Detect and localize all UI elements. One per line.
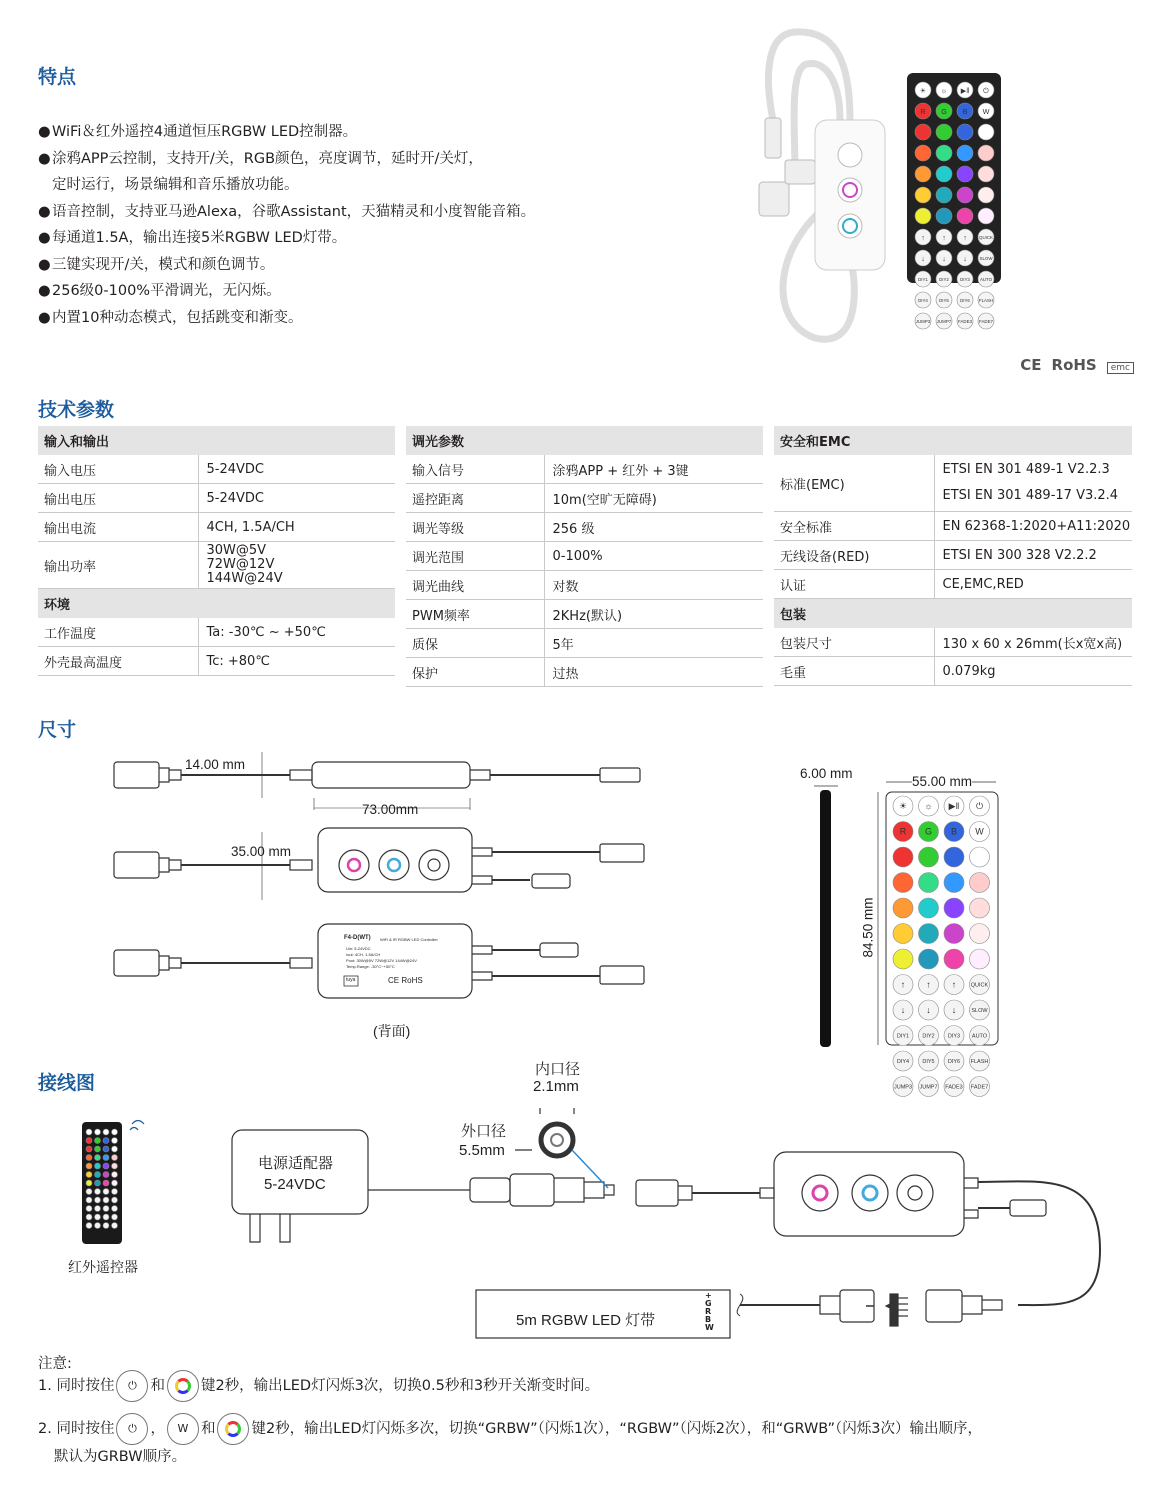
remote-key-label: G — [924, 826, 933, 837]
remote-key — [103, 1155, 109, 1161]
remote-key-label: W — [982, 107, 990, 116]
remote-key-label: DIY1 — [918, 277, 928, 282]
label-spec-lines: Uin: 5-24VDC Iout: 4CH, 1.5A/CH Pout: 30W@5V 72W@12V 144W@24V Temp.Range: -30°C~+50°C — [346, 946, 417, 969]
note-2-cont: 默认为GRBW顺序。 — [54, 1449, 187, 1465]
remote-key-label: ↓ — [942, 254, 946, 263]
remote-key — [957, 166, 973, 182]
remote-key — [103, 1206, 109, 1212]
remote-key — [915, 208, 931, 224]
remote-key — [970, 873, 990, 893]
remote-key — [936, 145, 952, 161]
table-row: 毛重 0.079kg — [774, 657, 1132, 686]
remote-key — [103, 1214, 109, 1220]
remote-key — [95, 1214, 101, 1220]
remote-key-label: ↑ — [951, 979, 957, 990]
remote-key-label: ↓ — [951, 1005, 957, 1015]
remote-key — [893, 873, 913, 893]
table-row: 标准(EMC) ETSI EN 301 489-1 V2.2.3 ETSI EN 301 489-17 V3.2.4 — [774, 455, 1132, 512]
strip-pins: + G R B W — [705, 1291, 714, 1332]
remote-key-label: DIY4 — [918, 298, 928, 303]
remote-key-label: ⏻ — [983, 86, 989, 95]
remote-key-label: FADE7 — [970, 1084, 989, 1091]
remote-key — [944, 847, 964, 867]
dimensions-heading: 尺寸 — [38, 719, 77, 741]
remote-key — [915, 187, 931, 203]
remote-key — [893, 847, 913, 867]
remote-dimension-drawing — [800, 770, 1010, 1091]
mode-button-icon: W — [167, 1413, 199, 1445]
list-item: 定时运行，场景编辑和音乐播放功能。 — [52, 177, 299, 193]
adapter-label: 电源适配器 — [258, 1155, 334, 1172]
remote-key — [86, 1223, 92, 1229]
remote-key — [919, 924, 939, 944]
remote-key-label: QUICK — [970, 982, 989, 989]
spec-table-safety: 安全和EMC 标准(EMC) ETSI EN 301 489-1 V2.2.3 ETSI EN 301 489-17 V3.2.4 安全标准 EN 62368-1:2020+A11:2020 无线设备(RED) ETSI EN 300 328 V2.2.2 认证 CE,EMC,RED 包装 包装尺寸 130 x 60 x 26mm(长x宽x高) 毛重 0.079kg — [774, 426, 1132, 686]
remote-key — [103, 1172, 109, 1178]
remote-key — [86, 1129, 92, 1135]
list-item: ●语音控制，支持亚马逊Alexa，谷歌Assistant，天猫精灵和小度智能音箱。 — [38, 203, 536, 220]
remote-key — [112, 1180, 118, 1186]
remote-key — [919, 873, 939, 893]
remote-key — [95, 1180, 101, 1186]
dim-6mm: 6.00 mm — [800, 766, 853, 781]
remote-key — [95, 1146, 101, 1152]
remote-key — [970, 924, 990, 944]
feature-list — [38, 119, 535, 331]
dim-55mm: 55.00 mm — [912, 774, 973, 789]
inner-diameter-value: 2.1mm — [533, 1078, 579, 1095]
list-item: ●内置10种动态模式，包括跳变和渐变。 — [38, 309, 303, 326]
table-row: 调光曲线 对数 — [406, 571, 763, 600]
wiring-heading: 接线图 — [38, 1072, 96, 1094]
remote-key — [112, 1172, 118, 1178]
remote-key — [95, 1155, 101, 1161]
remote-key — [919, 898, 939, 918]
remote-key — [112, 1155, 118, 1161]
remote-key — [112, 1223, 118, 1229]
remote-key — [86, 1146, 92, 1152]
spec-table-io: 输入和输出 输入电压 5-24VDC 输出电压 5-24VDC 输出电流 4CH, 1.5A/CH 输出功率 30W@5V 72W@12V 144W@24V 环境 工作温度 Ta: -30℃ ~ +50℃ 外壳最高温度 Tc: +80℃ — [38, 426, 395, 676]
table-row: 安全标准 EN 62368-1:2020+A11:2020 — [774, 512, 1132, 541]
table-row: 遥控距离 10m(空旷无障碍) — [406, 484, 763, 513]
table-row: PWM频率 2KHz(默认) — [406, 600, 763, 629]
label-brand: tuya — [346, 977, 356, 983]
remote-key — [86, 1155, 92, 1161]
remote-key-label: QUICK — [979, 235, 993, 240]
remote-key — [86, 1172, 92, 1178]
remote-key — [936, 187, 952, 203]
remote-key-label: ↑ — [942, 233, 946, 242]
notes-title: 注意: — [38, 1356, 72, 1372]
remote-key-label: ↑ — [921, 233, 925, 242]
table-row: 调光范围 0-100% — [406, 542, 763, 571]
product-photo — [755, 20, 1015, 345]
remote-key — [103, 1146, 109, 1152]
remote-key — [112, 1214, 118, 1220]
remote-key-label: ↑ — [900, 979, 906, 990]
list-item: ●256级0-100%平滑调光，无闪烁。 — [38, 283, 281, 299]
outer-diameter-value: 5.5mm — [459, 1142, 505, 1159]
remote-key-label: ↑ — [963, 233, 967, 242]
remote-key — [103, 1138, 109, 1144]
table-row: 工作温度 Ta: -30℃ ~ +50℃ — [38, 618, 395, 647]
remote-key — [970, 898, 990, 918]
remote-key — [978, 124, 994, 140]
spec-table-dimming: 调光参数 输入信号 涂鸦APP + 红外 + 3键 遥控距离 10m(空旷无障碍) 调光等级 256 级 调光范围 0-100% 调光曲线 对数 PWM频率 2KHz(默认) 质保 5年 保护 过热 — [406, 426, 763, 687]
remote-key — [112, 1189, 118, 1195]
controller-dimension-drawing — [100, 740, 670, 1030]
remote-key — [893, 924, 913, 944]
remote-key — [95, 1163, 101, 1169]
color-button-icon — [167, 1370, 199, 1402]
remote-key — [978, 208, 994, 224]
remote-key — [112, 1129, 118, 1135]
remote-key — [978, 166, 994, 182]
table-row: 认证 CE,EMC,RED — [774, 570, 1132, 599]
remote-label: 红外遥控器 — [68, 1259, 138, 1275]
remote-key — [893, 949, 913, 969]
remote-key — [112, 1197, 118, 1203]
remote-key-label: G — [941, 107, 947, 116]
table-row: 输出功率 30W@5V 72W@12V 144W@24V — [38, 542, 395, 589]
remote-key-label: JUMP3 — [915, 319, 931, 324]
remote-key — [919, 847, 939, 867]
note-1: 1. 同时按住 ⏻ 和 键2秒，输出LED灯闪烁3次，切换0.5秒和3秒开关渐变时间。 — [38, 1370, 599, 1402]
remote-key-label: DIY6 — [947, 1059, 961, 1065]
remote-key — [970, 949, 990, 969]
remote-key — [95, 1223, 101, 1229]
remote-key — [86, 1138, 92, 1144]
dim-73mm: 73.00mm — [362, 802, 419, 817]
remote-key — [86, 1163, 92, 1169]
remote-key — [915, 124, 931, 140]
remote-key-label: ☀ — [919, 86, 927, 95]
cert-marks — [1010, 356, 1134, 374]
remote-key — [103, 1197, 109, 1203]
label-title: WiFi & IR RGBW LED Controller — [380, 937, 438, 942]
remote-key — [95, 1138, 101, 1144]
remote-key-label: ↓ — [926, 1005, 931, 1015]
remote-key — [103, 1180, 109, 1186]
table-row: 输入电压 5-24VDC — [38, 455, 395, 484]
remote-key-label: JUMP7 — [936, 319, 952, 324]
remote-key — [915, 145, 931, 161]
note-2: 2. 同时按住 ⏻ ， W 和 键2秒，输出LED灯闪烁多次，切换“GRBW”（闪烁1次），“RGBW”（闪烁2次），和“GRWB”（闪烁3次）输出顺序， — [38, 1413, 982, 1445]
remote-key — [95, 1206, 101, 1212]
remote-key — [95, 1172, 101, 1178]
remote-key — [944, 924, 964, 944]
remote-key — [944, 898, 964, 918]
remote-key — [112, 1206, 118, 1212]
remote-key — [103, 1223, 109, 1229]
remote-key-label: ☼ — [924, 801, 933, 811]
remote-key-label: DIY3 — [960, 277, 970, 282]
remote-key — [936, 166, 952, 182]
remote-key-label: ↓ — [900, 1005, 906, 1015]
remote-key-label: W — [975, 826, 984, 837]
remote-key — [957, 187, 973, 203]
remote-key — [86, 1214, 92, 1220]
remote-key-label: DIY5 — [939, 298, 949, 303]
remote-key-label: DIY5 — [922, 1059, 935, 1065]
remote-key — [86, 1180, 92, 1186]
remote-key — [957, 208, 973, 224]
remote-key — [978, 187, 994, 203]
list-item: ●每通道1.5A，输出连接5米RGBW LED灯带。 — [38, 230, 347, 246]
remote-key-label: FADE3 — [958, 319, 972, 324]
dim-84-5mm: 84.50 mm — [860, 897, 876, 958]
remote-key-label: ☀ — [898, 801, 908, 811]
remote-key-label: DIY6 — [960, 298, 970, 303]
remote-key-label: AUTO — [971, 1033, 988, 1040]
remote-key — [103, 1163, 109, 1169]
remote-key-label: DIY1 — [896, 1033, 910, 1040]
remote-key — [978, 145, 994, 161]
remote-key-label: SLOW — [979, 256, 993, 261]
remote-key-label: B — [950, 826, 958, 837]
remote-key-label: DIY2 — [922, 1033, 935, 1040]
remote-key-label: SLOW — [971, 1008, 988, 1014]
remote-key — [944, 949, 964, 969]
remote-key — [112, 1163, 118, 1169]
strip-label: 5m RGBW LED 灯带 — [516, 1312, 656, 1329]
remote-key-label: ⏻ — [975, 801, 984, 811]
remote-key — [919, 949, 939, 969]
remote-key — [112, 1138, 118, 1144]
remote-key-label: ↓ — [963, 254, 967, 263]
remote-key-label: FADE3 — [945, 1084, 963, 1091]
remote-key-label: AUTO — [979, 277, 993, 282]
list-item: ●WiFi＆红外遥控4通道恒压RGBW LED控制器。 — [38, 124, 358, 140]
remote-key — [95, 1197, 101, 1203]
label-cert: CE RoHS — [388, 976, 423, 985]
table-row: 调光等级 256 级 — [406, 513, 763, 542]
color-button-icon — [217, 1413, 249, 1445]
remote-key-label: ☼ — [940, 86, 948, 95]
power-button-icon: ⏻ — [116, 1413, 148, 1445]
remote-key — [103, 1189, 109, 1195]
table-row: 输入信号 涂鸦APP + 红外 + 3键 — [406, 455, 763, 484]
remote-key — [86, 1197, 92, 1203]
table-row: 外壳最高温度 Tc: +80℃ — [38, 647, 395, 676]
features-heading: 特点 — [38, 66, 77, 88]
remote-key — [112, 1146, 118, 1152]
remote-key-label: FADE7 — [979, 319, 993, 324]
remote-key-label: ▶‖ — [960, 86, 970, 95]
remote-key-label: ↓ — [921, 254, 925, 263]
remote-key-label: R — [899, 826, 907, 837]
remote-key — [915, 166, 931, 182]
remote-key-label: B — [962, 107, 968, 116]
adapter-voltage: 5-24VDC — [264, 1176, 326, 1193]
remote-key-label: JUMP3 — [893, 1084, 913, 1091]
remote-key — [103, 1129, 109, 1135]
ce-mark: CE — [1020, 356, 1042, 374]
remote-key — [95, 1129, 101, 1135]
table-row: 输出电压 5-24VDC — [38, 484, 395, 513]
back-view-caption: (背面) — [373, 1023, 411, 1039]
remote-key — [95, 1189, 101, 1195]
remote-key-label: ↑ — [926, 979, 931, 990]
remote-key — [86, 1189, 92, 1195]
remote-key-label: FLASH — [978, 298, 994, 303]
remote-key — [936, 208, 952, 224]
list-item: ●涂鸦APP云控制，支持开/关，RGB颜色，亮度调节，延时开/关灯， — [38, 150, 483, 167]
remote-key — [86, 1206, 92, 1212]
table-row: 包装尺寸 130 x 60 x 26mm(长x宽x高) — [774, 628, 1132, 657]
remote-key-label: DIY4 — [896, 1059, 910, 1065]
label-model: F4-D(WT) — [344, 935, 371, 941]
emc-mark: emc — [1107, 362, 1134, 374]
table-row: 质保 5年 — [406, 629, 763, 658]
table-row: 输出电流 4CH, 1.5A/CH — [38, 513, 395, 542]
remote-key-label: ▶‖ — [948, 801, 960, 811]
dim-35mm: 35.00 mm — [231, 844, 292, 859]
dim-14mm: 14.00 mm — [185, 757, 246, 772]
remote-key-label: DIY3 — [947, 1033, 961, 1040]
remote-key — [970, 847, 990, 867]
inner-diameter-label: 内口径 — [535, 1061, 581, 1078]
remote-key-label: DIY2 — [939, 277, 949, 282]
outer-diameter-label: 外口径 — [461, 1123, 507, 1140]
rohs-mark: RoHS — [1051, 356, 1097, 374]
remote-key — [936, 124, 952, 140]
remote-key — [944, 873, 964, 893]
list-item: ●三键实现开/关，模式和颜色调节。 — [38, 256, 275, 273]
table-row: 保护 过热 — [406, 658, 763, 687]
table-row: 无线设备(RED) ETSI EN 300 328 V2.2.2 — [774, 541, 1132, 570]
remote-key — [957, 145, 973, 161]
specs-heading: 技术参数 — [38, 399, 115, 421]
remote-key — [893, 898, 913, 918]
remote-key-label: JUMP7 — [919, 1084, 938, 1091]
remote-key-label: R — [920, 107, 926, 116]
remote-key-label: FLASH — [970, 1059, 989, 1065]
remote-key — [957, 124, 973, 140]
power-button-icon: ⏻ — [116, 1370, 148, 1402]
